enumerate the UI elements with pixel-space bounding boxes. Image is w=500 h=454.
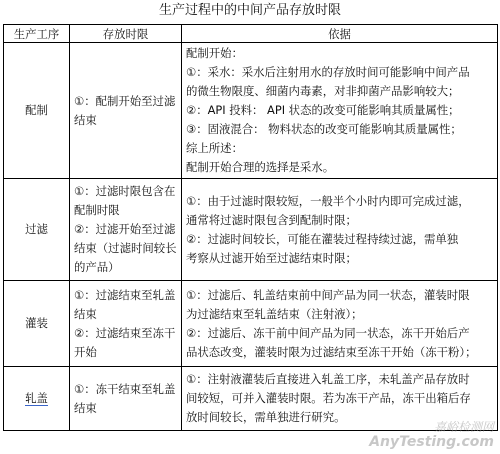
basis-cell [182, 179, 498, 281]
basis-line: 通常将过滤时限包含到配制时限； [186, 212, 357, 227]
basis-line: 间较短，可并入灌装时限。若为冻干产品，冻干出箱后存 [186, 391, 471, 405]
stage-cell: 灌装 [4, 281, 70, 367]
stage-text: 轧盖 [25, 391, 48, 405]
basis-line: ②：过滤时间较长，可能在灌装过程持续过滤，需单独 [186, 231, 459, 246]
header-period: 存放时限 [70, 25, 182, 43]
basis-line: 综上所述： [186, 141, 243, 155]
basis-cell [182, 281, 498, 367]
basis-line: 考察从过滤开始至过滤结束时限； [186, 250, 357, 265]
stage-cell: 过滤 [4, 179, 70, 281]
basis-line: ①：过滤后、轧盖结束前中间产品为同一状态，灌装时限 [186, 287, 470, 302]
header-row [4, 25, 498, 43]
period-cell: ①：冻干结束至轧盖结束 [70, 367, 182, 431]
basis-line: ③：固液混合： 物料状态的改变可能影响其质量属性； [186, 122, 462, 136]
watermark-en: AnyTesting.com [369, 434, 494, 450]
watermark-logo [369, 420, 494, 450]
storage-time-table [3, 24, 498, 431]
basis-line: 品状态改变，灌装时限为过滤结束至冻干开始（冻干粉）； [186, 344, 477, 359]
stage-cell: 配制 [4, 43, 70, 179]
basis-line: 配制开始合理的选择是采水。 [186, 160, 335, 174]
header-basis: 依据 [182, 25, 498, 43]
watermark-cn: 嘉峪检测网 [433, 420, 494, 434]
stage-cell [4, 367, 70, 431]
basis-line: ①：采水：采水后注射用水的存放时间可能影响中间产品 [186, 65, 470, 79]
basis-line: 为过滤结束至轧盖结束（注射液）； [186, 306, 363, 321]
table-title: 生产过程中的中间产品存放时限 [158, 3, 341, 18]
basis-line: 配制开始： [186, 46, 243, 60]
basis-cell [182, 43, 498, 179]
basis-line: ①：由于过滤时限较短，一般半个小时内即可完成过滤， [186, 193, 470, 208]
period-cell: ①：过滤时限包含在配制时限 ②：过滤开始至过滤结束（过滤时间较长的产品） [70, 179, 182, 281]
table-row [4, 281, 498, 367]
basis-line: 的微生物限度、细菌内毒素，对非抑菌产品影响较大； [186, 84, 460, 98]
basis-line: ②：过滤后、冻干前中间产品为同一状态，冻干开始后产 [186, 325, 470, 340]
period-cell: ①：配制开始至过滤结束 [70, 43, 182, 179]
table-row [4, 179, 498, 281]
header-stage: 生产工序 [4, 25, 70, 43]
basis-line: ②：API 投料： API 状态的改变可能影响其质量属性； [186, 103, 460, 117]
basis-line: 放时间较长，需单独进行研究。 [186, 410, 346, 424]
basis-line: ①：注射液灌装后直接进入轧盖工序，未轧盖产品存放时 [186, 372, 470, 386]
table-row [4, 43, 498, 179]
period-cell: ①：过滤结束至轧盖结束 ②：过滤结束至冻干开始 [70, 281, 182, 367]
